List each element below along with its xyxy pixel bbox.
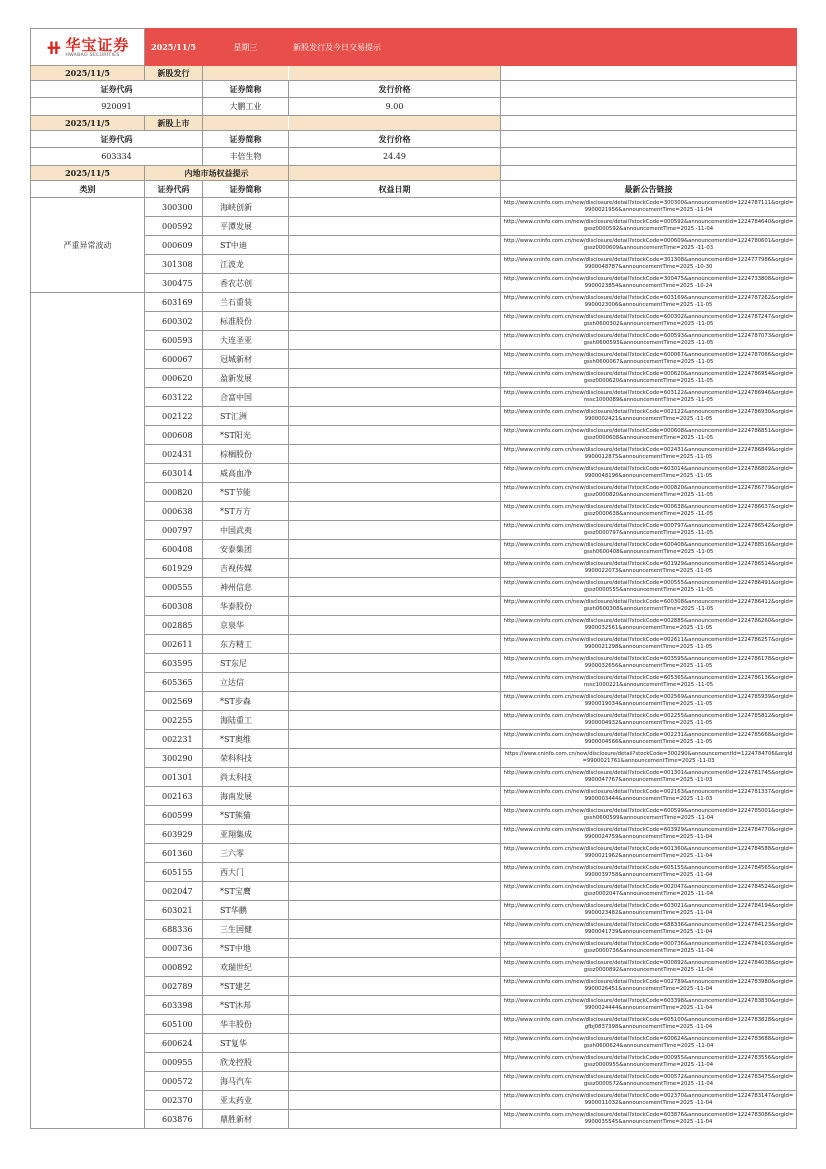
announcement-link[interactable]: http://www.cninfo.com.cn/new/disclosure/detail?stockCode=300475&announcementId=1224733808&orgId=9900023854&announcementTime=2025 -10-24 (501, 274, 797, 293)
stock-code: 603169 (145, 293, 203, 312)
ipo_issue-column-headers (31, 81, 797, 98)
header-date: 2025/11/5 (145, 29, 203, 66)
ipo_issue-section-header (31, 66, 797, 81)
stock-name: 江波龙 (203, 255, 289, 274)
announcement-link[interactable]: https://www.cninfo.com.cn/new/disclosure/detail?stockCode=300290&announcementId=1224784706&orgId=9900021761&announcementTime=2025 -11-03 (501, 749, 797, 768)
stock-code: 002370 (145, 1091, 203, 1110)
stock-name: ST复华 (203, 1034, 289, 1053)
empty-cell (501, 66, 797, 81)
stock-name: *ST万方 (203, 502, 289, 521)
stock-code: 002611 (145, 635, 203, 654)
announcement-link[interactable]: http://www.cninfo.com.cn/new/disclosure/detail?stockCode=000955&announcementId=1224783556&orgId=gssz0000955&announcementTime=2025 -11-04 (501, 1053, 797, 1072)
equity-date (289, 1034, 501, 1053)
stock-name: 尚太科技 (203, 768, 289, 787)
stock-name: 平潭发展 (203, 217, 289, 236)
announcement-link[interactable]: http://www.cninfo.com.cn/new/disclosure/detail?stockCode=000592&announcementId=1224784640&orgId=gssz0000592&announcementTime=2025 -11-04 (501, 217, 797, 236)
announcement-link[interactable]: http://www.cninfo.com.cn/new/disclosure/detail?stockCode=300300&announcementId=1224787111&orgId=9900021956&announcementTime=2025 -11-04 (501, 198, 797, 217)
announcement-link[interactable]: http://www.cninfo.com.cn/new/disclosure/detail?stockCode=600593&announcementId=1224787073&orgId=gssh0600593&announcementTime=2025 -11-05 (501, 331, 797, 350)
table-row (31, 1053, 797, 1072)
table-row (31, 350, 797, 369)
table-row (31, 977, 797, 996)
table-row (31, 730, 797, 749)
stock-code: 300475 (145, 274, 203, 293)
header-bar (31, 29, 797, 66)
announcement-link[interactable]: http://www.cninfo.com.cn/new/disclosure/detail?stockCode=000736&announcementId=1224784103&orgId=gssz0000736&announcementTime=2025 -11-04 (501, 939, 797, 958)
equity-date (289, 996, 501, 1015)
col-header-code: 证券代码 (145, 181, 203, 198)
stock-name: 西大门 (203, 863, 289, 882)
ipo_listing-section-header (31, 116, 797, 131)
table-row (31, 939, 797, 958)
announcement-link[interactable]: http://www.cninfo.com.cn/new/disclosure/detail?stockCode=000608&announcementId=1224786851&orgId=gssz0000608&announcementTime=2025 -11-05 (501, 426, 797, 445)
table-row (31, 863, 797, 882)
equity-date (289, 825, 501, 844)
announcement-link[interactable]: http://www.cninfo.com.cn/new/disclosure/detail?stockCode=000820&announcementId=1224786779&orgId=gssz0000820&announcementTime=2025 -11-05 (501, 483, 797, 502)
stock-code: 002431 (145, 445, 203, 464)
table-row (31, 749, 797, 768)
table-row (31, 255, 797, 274)
stock-name: ST中迪 (203, 236, 289, 255)
announcement-link[interactable]: http://www.cninfo.com.cn/new/disclosure/detail?stockCode=600302&announcementId=1224787247&orgId=gssh0600302&announcementTime=2025 -11-05 (501, 312, 797, 331)
section-date: 2025/11/5 (31, 66, 145, 81)
stock-code: 603929 (145, 825, 203, 844)
table-row (31, 1110, 797, 1129)
section-fill (203, 116, 289, 131)
announcement-link[interactable]: http://www.cninfo.com.cn/new/disclosure/detail?stockCode=603014&announcementId=1224786802&orgId=9900048196&announcementTime=2025 -11-05 (501, 464, 797, 483)
stock-code: 000736 (145, 939, 203, 958)
empty-cell (501, 81, 797, 98)
equity-date (289, 616, 501, 635)
table-row (31, 1072, 797, 1091)
stock-code: 002885 (145, 616, 203, 635)
stock-code: 000955 (145, 1053, 203, 1072)
stock-name: 丰倍生物 (203, 148, 289, 166)
stock-code: 000638 (145, 502, 203, 521)
table-row (31, 521, 797, 540)
announcement-link[interactable]: http://www.cninfo.com.cn/new/disclosure/detail?stockCode=002255&announcementId=1224785812&orgId=9900004932&announcementTime=2025 -11-05 (501, 711, 797, 730)
table-row (31, 407, 797, 426)
stock-name: *ST节能 (203, 483, 289, 502)
equity-date (289, 274, 501, 293)
table-row (31, 312, 797, 331)
equity-date (289, 882, 501, 901)
announcement-link[interactable]: http://www.cninfo.com.cn/new/disclosure/detail?stockCode=603929&announcementId=1224784770&orgId=9900024759&announcementTime=2025 -11-04 (501, 825, 797, 844)
table-row (31, 711, 797, 730)
announcement-link[interactable]: http://www.cninfo.com.cn/new/disclosure/detail?stockCode=600067&announcementId=1224787066&orgId=gssh0600067&announcementTime=2025 -11-05 (501, 350, 797, 369)
table-row (31, 825, 797, 844)
stock-name: 欢瑞世纪 (203, 958, 289, 977)
table-row (31, 654, 797, 673)
stock-name: 亚太药业 (203, 1091, 289, 1110)
stock-code: 605365 (145, 673, 203, 692)
header-weekday: 星期三 (203, 29, 289, 66)
section-fill (203, 66, 289, 81)
announcement-link[interactable]: http://www.cninfo.com.cn/new/disclosure/detail?stockCode=603595&announcementId=1224786178&orgId=9900032656&announcementTime=2025 -11-05 (501, 654, 797, 673)
announcement-link[interactable]: http://www.cninfo.com.cn/new/disclosure/detail?stockCode=600308&announcementId=1224786412&orgId=gssh0600308&announcementTime=2025 -11-05 (501, 597, 797, 616)
table-row (31, 578, 797, 597)
category-cell (31, 293, 145, 1129)
section-date: 2025/11/5 (31, 166, 145, 181)
table-row (31, 787, 797, 806)
stock-code: 605100 (145, 1015, 203, 1034)
col-header-date: 权益日期 (289, 181, 501, 198)
table-row (31, 198, 797, 217)
stock-code: 600599 (145, 806, 203, 825)
stock-code: 603122 (145, 388, 203, 407)
stock-name: 海陆重工 (203, 711, 289, 730)
table-row (31, 445, 797, 464)
page-title: 新股发行及今日交易提示 (289, 29, 797, 66)
equity-date (289, 901, 501, 920)
table-row (31, 768, 797, 787)
table-row (31, 464, 797, 483)
equity-date (289, 635, 501, 654)
stock-name: *ST中地 (203, 939, 289, 958)
stock-name: 三六零 (203, 844, 289, 863)
table-row (31, 369, 797, 388)
equity-date (289, 692, 501, 711)
stock-code: 000592 (145, 217, 203, 236)
announcement-link[interactable]: http://www.cninfo.com.cn/new/disclosure/detail?stockCode=000638&announcementId=1224786637&orgId=gssz0000638&announcementTime=2025 -11-05 (501, 502, 797, 521)
table-row (31, 483, 797, 502)
equity-date (289, 711, 501, 730)
equity-date (289, 1091, 501, 1110)
stock-name: 安泰集团 (203, 540, 289, 559)
section-fill (289, 166, 501, 181)
stock-name: 标准股份 (203, 312, 289, 331)
col-header-code: 证券代码 (31, 81, 203, 98)
stock-name: ST华鹏 (203, 901, 289, 920)
table-row (31, 996, 797, 1015)
announcement-link[interactable]: http://www.cninfo.com.cn/new/disclosure/detail?stockCode=002122&announcementId=1224786930&orgId=9900002421&announcementTime=2025 -11-05 (501, 407, 797, 426)
table-row (31, 559, 797, 578)
stock-code: 000820 (145, 483, 203, 502)
equity-date (289, 730, 501, 749)
announcement-link[interactable]: http://www.cninfo.com.cn/new/disclosure/detail?stockCode=605100&announcementId=1224783828&orgId=gfbj0837398&announcementTime=2025 -11-04 (501, 1015, 797, 1034)
stock-code: 600593 (145, 331, 203, 350)
stock-code: 000797 (145, 521, 203, 540)
table-row (31, 1034, 797, 1053)
equity-date (289, 1072, 501, 1091)
equity-date (289, 483, 501, 502)
equity-date (289, 293, 501, 312)
category-cell: 严重异常波动 (31, 198, 145, 293)
announcement-link[interactable]: http://www.cninfo.com.cn/new/disclosure/detail?stockCode=000572&announcementId=1224783475&orgId=gssz0000572&announcementTime=2025 -11-04 (501, 1072, 797, 1091)
stock-code: 002163 (145, 787, 203, 806)
stock-code: 600067 (145, 350, 203, 369)
equity-date (289, 521, 501, 540)
equity-date (289, 844, 501, 863)
stock-name: 海马汽车 (203, 1072, 289, 1091)
stock-name: 华丰股份 (203, 1015, 289, 1034)
table-row (31, 635, 797, 654)
equity-date (289, 768, 501, 787)
empty-cell (501, 98, 797, 116)
stock-name: 大鹏工业 (203, 98, 289, 116)
stock-name: 亚翔集成 (203, 825, 289, 844)
stock-code: 603595 (145, 654, 203, 673)
table-row (31, 274, 797, 293)
stock-name: 京泉华 (203, 616, 289, 635)
equity-date (289, 920, 501, 939)
stock-code: 000572 (145, 1072, 203, 1091)
table-row (31, 540, 797, 559)
equity-date (289, 426, 501, 445)
stock-name: 欣龙控股 (203, 1053, 289, 1072)
equity-date (289, 369, 501, 388)
stock-code: 603398 (145, 996, 203, 1015)
announcement-link[interactable]: http://www.cninfo.com.cn/new/disclosure/detail?stockCode=600408&announcementId=1224788516&orgId=gssh0600408&announcementTime=2025 -11-05 (501, 540, 797, 559)
stock-code: 002569 (145, 692, 203, 711)
col-header-name: 证券简称 (203, 81, 289, 98)
equity-date (289, 388, 501, 407)
table-row (31, 597, 797, 616)
stock-code: 000609 (145, 236, 203, 255)
stock-code: 688336 (145, 920, 203, 939)
equity-date (289, 502, 501, 521)
ipo_listing-column-headers (31, 131, 797, 148)
equity-date (289, 350, 501, 369)
stock-name: *ST阳光 (203, 426, 289, 445)
stock-name: *ST奥维 (203, 730, 289, 749)
stock-code: 002789 (145, 977, 203, 996)
announcement-link[interactable]: http://www.cninfo.com.cn/new/disclosure/detail?stockCode=603021&announcementId=1224784194&orgId=9900023482&announcementTime=2025 -11-04 (501, 901, 797, 920)
announcement-link[interactable]: http://www.cninfo.com.cn/new/disclosure/detail?stockCode=603876&announcementId=1224783086&orgId=9900035545&announcementTime=2025 -11-04 (501, 1110, 797, 1129)
table-row (31, 958, 797, 977)
section-date: 2025/11/5 (31, 116, 145, 131)
announcement-link[interactable]: http://www.cninfo.com.cn/new/disclosure/detail?stockCode=600599&announcementId=1224785001&orgId=gssh0600599&announcementTime=2025 -11-04 (501, 806, 797, 825)
stock-name: 合富中国 (203, 388, 289, 407)
equity-date (289, 255, 501, 274)
equity-date (289, 958, 501, 977)
table-row (31, 293, 797, 312)
announcement-link[interactable]: http://www.cninfo.com.cn/new/disclosure/detail?stockCode=002611&announcementId=1224786257&orgId=9900021298&announcementTime=2025 -11-05 (501, 635, 797, 654)
empty-cell (501, 166, 797, 181)
empty-cell (501, 131, 797, 148)
stock-name: 鼎胜新材 (203, 1110, 289, 1129)
stock-code: 000892 (145, 958, 203, 977)
announcement-link[interactable]: http://www.cninfo.com.cn/new/disclosure/detail?stockCode=688336&announcementId=1224784123&orgId=9900041739&announcementTime=2025 -11-04 (501, 920, 797, 939)
stock-code: 002122 (145, 407, 203, 426)
stock-code: 601360 (145, 844, 203, 863)
logo-cn-text: 华宝证券 (65, 35, 130, 54)
stock-code: 001301 (145, 768, 203, 787)
table-row (31, 692, 797, 711)
section-fill (289, 66, 501, 81)
announcement-link[interactable]: http://www.cninfo.com.cn/new/disclosure/detail?stockCode=605365&announcementId=1224786136&orgId=nssc1000221&announcementTime=2025 -11-05 (501, 673, 797, 692)
table-row (31, 426, 797, 445)
stock-code: 300290 (145, 749, 203, 768)
stock-code: 600408 (145, 540, 203, 559)
col-header-price: 发行价格 (289, 81, 501, 98)
equity-date (289, 1015, 501, 1034)
equity-date (289, 559, 501, 578)
table-row (31, 920, 797, 939)
announcement-link[interactable]: http://www.cninfo.com.cn/new/disclosure/detail?stockCode=605155&announcementId=1224784565&orgId=9900039758&announcementTime=2025 -11-04 (501, 863, 797, 882)
equity-date (289, 673, 501, 692)
announcement-link[interactable]: http://www.cninfo.com.cn/new/disclosure/detail?stockCode=002231&announcementId=1224785668&orgId=9900004566&announcementTime=2025 -11-05 (501, 730, 797, 749)
stock-name: 冠城新材 (203, 350, 289, 369)
table-row (31, 901, 797, 920)
table-row (31, 502, 797, 521)
stock-name: 香农芯创 (203, 274, 289, 293)
stock-name: 华泰股份 (203, 597, 289, 616)
equity-date (289, 198, 501, 217)
stock-name: ST东尼 (203, 654, 289, 673)
stock-code: 000620 (145, 369, 203, 388)
stock-name: 海南发展 (203, 787, 289, 806)
stock-name: ST汇洲 (203, 407, 289, 426)
stock-code: 601929 (145, 559, 203, 578)
stock-code: 301308 (145, 255, 203, 274)
stock-name: 兰石重装 (203, 293, 289, 312)
announcement-link[interactable]: http://www.cninfo.com.cn/new/disclosure/detail?stockCode=002431&announcementId=1224786849&orgId=9900012875&announcementTime=2025 -11-05 (501, 445, 797, 464)
stock-code: 603014 (145, 464, 203, 483)
stock-code: 300300 (145, 198, 203, 217)
stock-name: *ST宝鹰 (203, 882, 289, 901)
announcement-link[interactable]: http://www.cninfo.com.cn/new/disclosure/detail?stockCode=000620&announcementId=1224786954&orgId=gssz0000620&announcementTime=2025 -11-05 (501, 369, 797, 388)
market-section-header (31, 166, 797, 181)
stock-code: 600308 (145, 597, 203, 616)
announcement-link[interactable]: http://www.cninfo.com.cn/new/disclosure/detail?stockCode=601360&announcementId=1224784588&orgId=9900021962&announcementTime=2025 -11-04 (501, 844, 797, 863)
stock-name: 吉视传媒 (203, 559, 289, 578)
announcement-link[interactable]: http://www.cninfo.com.cn/new/disclosure/detail?stockCode=600624&announcementId=1224783688&orgId=gssh0600624&announcementTime=2025 -11-04 (501, 1034, 797, 1053)
stock-name: 东方精工 (203, 635, 289, 654)
stock-code: 920091 (31, 98, 203, 116)
table-row (31, 98, 797, 116)
equity-date (289, 445, 501, 464)
section-fill (289, 116, 501, 131)
stock-code: 603021 (145, 901, 203, 920)
table-row (31, 236, 797, 255)
table-row (31, 1015, 797, 1034)
stock-name: 棕榈股份 (203, 445, 289, 464)
stock-code: 605155 (145, 863, 203, 882)
announcement-link[interactable]: http://www.cninfo.com.cn/new/disclosure/detail?stockCode=603122&announcementId=1224786946&orgId=nssc1000089&announcementTime=2025 -11-05 (501, 388, 797, 407)
announcement-link[interactable]: http://www.cninfo.com.cn/new/disclosure/detail?stockCode=002569&announcementId=1224785939&orgId=9900019034&announcementTime=2025 -11-05 (501, 692, 797, 711)
announcement-link[interactable]: http://www.cninfo.com.cn/new/disclosure/detail?stockCode=000892&announcementId=1224784038&orgId=gssz0000892&announcementTime=2025 -11-04 (501, 958, 797, 977)
stock-code: 002255 (145, 711, 203, 730)
table-row (31, 388, 797, 407)
stock-name: *ST步森 (203, 692, 289, 711)
equity-date (289, 749, 501, 768)
col-header-link: 最新公告链接 (501, 181, 797, 198)
table-row (31, 331, 797, 350)
issue-price: 24.49 (289, 148, 501, 166)
equity-date (289, 939, 501, 958)
col-header-code: 证券代码 (31, 131, 203, 148)
issue-price: 9.00 (289, 98, 501, 116)
stock-code: 000555 (145, 578, 203, 597)
empty-cell (501, 116, 797, 131)
stock-name: 盈新发展 (203, 369, 289, 388)
table-row (31, 844, 797, 863)
announcement-link[interactable]: http://www.cninfo.com.cn/new/disclosure/detail?stockCode=000555&announcementId=1224786491&orgId=gssz0000555&announcementTime=2025 -11-05 (501, 578, 797, 597)
logo (31, 29, 145, 66)
equity-date (289, 863, 501, 882)
announcement-link[interactable]: http://www.cninfo.com.cn/new/disclosure/detail?stockCode=601929&announcementId=1224786514&orgId=9900022073&announcementTime=2025 -11-05 (501, 559, 797, 578)
table-row (31, 616, 797, 635)
stock-name: 荣科科技 (203, 749, 289, 768)
table-row (31, 673, 797, 692)
stock-name: 威高血净 (203, 464, 289, 483)
stock-code: 002231 (145, 730, 203, 749)
announcement-link[interactable]: http://www.cninfo.com.cn/new/disclosure/detail?stockCode=301308&announcementId=1224777986&orgId=9900048787&announcementTime=2025 -10-30 (501, 255, 797, 274)
stock-name: 三生国健 (203, 920, 289, 939)
equity-date (289, 578, 501, 597)
equity-date (289, 312, 501, 331)
equity-date (289, 787, 501, 806)
trading-tips-sheet (30, 28, 797, 1129)
col-header-name: 证券简称 (203, 131, 289, 148)
table-row (31, 148, 797, 166)
stock-code: 600624 (145, 1034, 203, 1053)
equity-date (289, 331, 501, 350)
equity-date (289, 407, 501, 426)
empty-cell (501, 148, 797, 166)
stock-name: *ST沐邦 (203, 996, 289, 1015)
section-title: 新股上市 (145, 116, 203, 131)
announcement-link[interactable]: http://www.cninfo.com.cn/new/disclosure/detail?stockCode=002370&announcementId=1224783147&orgId=9900011032&announcementTime=2025 -11-04 (501, 1091, 797, 1110)
hwabao-logo-icon: ⧺ (45, 35, 63, 59)
stock-name: 神州信息 (203, 578, 289, 597)
announcement-link[interactable]: http://www.cninfo.com.cn/new/disclosure/detail?stockCode=002789&announcementId=1224783980&orgId=9900026451&announcementTime=2025 -11-04 (501, 977, 797, 996)
equity-date (289, 597, 501, 616)
announcement-link[interactable]: http://www.cninfo.com.cn/new/disclosure/detail?stockCode=603398&announcementId=1224783830&orgId=9900024444&announcementTime=2025 -11-04 (501, 996, 797, 1015)
col-header-name: 证券简称 (203, 181, 289, 198)
table-row (31, 217, 797, 236)
market-column-headers (31, 181, 797, 198)
stock-name: 立达信 (203, 673, 289, 692)
stock-name: 海峡创新 (203, 198, 289, 217)
col-header-category: 类别 (31, 181, 145, 198)
stock-name: 中国武夷 (203, 521, 289, 540)
equity-date (289, 464, 501, 483)
equity-date (289, 1110, 501, 1129)
announcement-link[interactable]: http://www.cninfo.com.cn/new/disclosure/detail?stockCode=002047&announcementId=1224784524&orgId=gssz0002047&announcementTime=2025 -11-04 (501, 882, 797, 901)
announcement-link[interactable]: http://www.cninfo.com.cn/new/disclosure/detail?stockCode=603169&announcementId=1224787262&orgId=9900023006&announcementTime=2025 -11-05 (501, 293, 797, 312)
section-title: 内地市场权益提示 (145, 166, 289, 181)
table-row (31, 806, 797, 825)
equity-date (289, 977, 501, 996)
col-header-price: 发行价格 (289, 131, 501, 148)
equity-date (289, 540, 501, 559)
equity-date (289, 236, 501, 255)
announcement-link[interactable]: http://www.cninfo.com.cn/new/disclosure/detail?stockCode=000797&announcementId=1224786542&orgId=gssz0000797&announcementTime=2025 -11-05 (501, 521, 797, 540)
equity-date (289, 806, 501, 825)
table-row (31, 1091, 797, 1110)
stock-code: 603334 (31, 148, 203, 166)
announcement-link[interactable]: http://www.cninfo.com.cn/new/disclosure/detail?stockCode=002163&announcementId=1224781337&orgId=9900003444&announcementTime=2025 -11-03 (501, 787, 797, 806)
stock-code: 600302 (145, 312, 203, 331)
announcement-link[interactable]: http://www.cninfo.com.cn/new/disclosure/detail?stockCode=000609&announcementId=1224780601&orgId=gssz0000609&announcementTime=2025 -11-03 (501, 236, 797, 255)
announcement-link[interactable]: http://www.cninfo.com.cn/new/disclosure/detail?stockCode=001301&announcementId=1224781745&orgId=9900047767&announcementTime=2025 -11-03 (501, 768, 797, 787)
equity-date (289, 217, 501, 236)
stock-name: *ST熊猫 (203, 806, 289, 825)
table-row (31, 882, 797, 901)
stock-name: 大连圣亚 (203, 331, 289, 350)
logo-en-text: HWABAO SECURITIES (65, 52, 120, 58)
announcement-link[interactable]: http://www.cninfo.com.cn/new/disclosure/detail?stockCode=002885&announcementId=1224786260&orgId=9900032561&announcementTime=2025 -11-05 (501, 616, 797, 635)
stock-name: *ST建艺 (203, 977, 289, 996)
stock-code: 002047 (145, 882, 203, 901)
stock-code: 000608 (145, 426, 203, 445)
equity-date (289, 654, 501, 673)
equity-date (289, 1053, 501, 1072)
stock-code: 603876 (145, 1110, 203, 1129)
section-title: 新股发行 (145, 66, 203, 81)
